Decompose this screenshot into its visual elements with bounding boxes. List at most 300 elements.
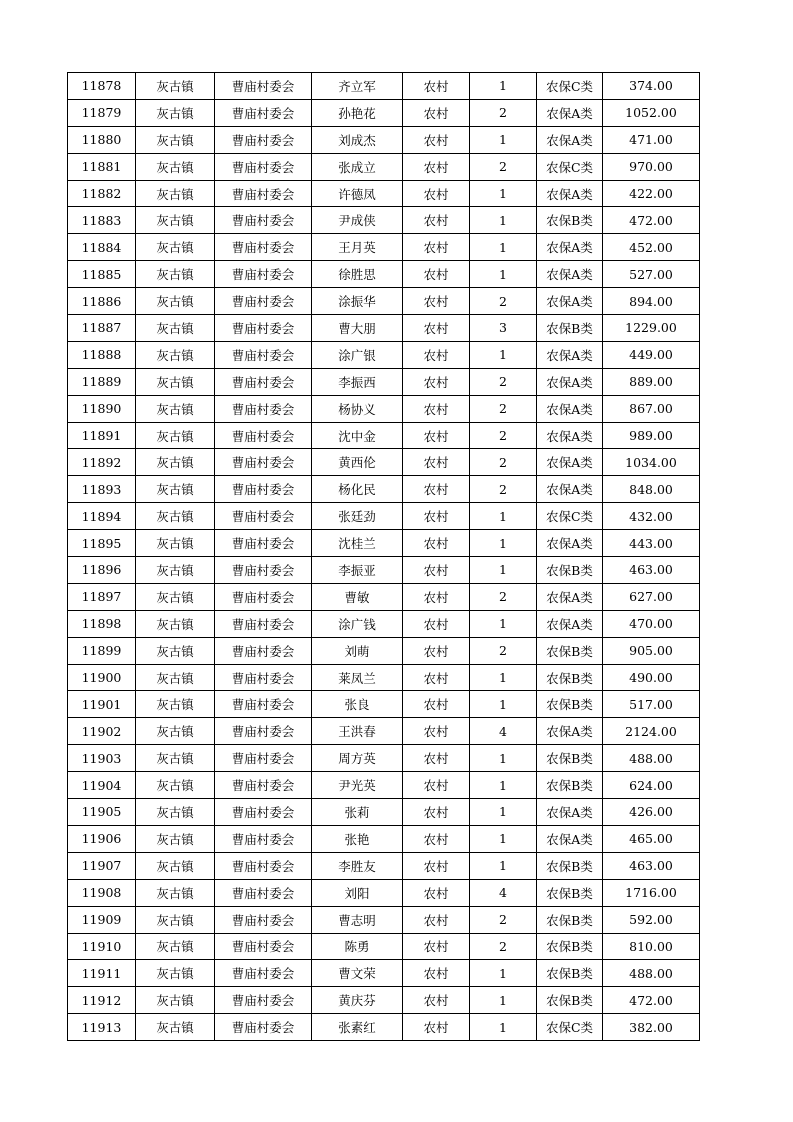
- record-id-cell: 11891: [68, 422, 136, 449]
- name-cell: 黄西伦: [312, 449, 403, 476]
- village-committee-cell: 曹庙村委会: [215, 1014, 312, 1041]
- table-row: [68, 583, 700, 610]
- records-table: [67, 72, 700, 1041]
- table-row: [68, 906, 700, 933]
- record-id-cell: 11895: [68, 530, 136, 557]
- insurance-category-cell: 农保B类: [537, 637, 603, 664]
- town-cell: 灰古镇: [136, 288, 215, 315]
- table-row: [68, 315, 700, 342]
- table-row: [68, 476, 700, 503]
- household-count-cell: 2: [470, 368, 537, 395]
- town-cell: 灰古镇: [136, 395, 215, 422]
- insurance-category-cell: 农保A类: [537, 99, 603, 126]
- household-count-cell: 2: [470, 449, 537, 476]
- area-type-cell: 农村: [403, 395, 470, 422]
- record-id-cell: 11885: [68, 261, 136, 288]
- amount-cell: 2124.00: [603, 718, 700, 745]
- insurance-category-cell: 农保A类: [537, 395, 603, 422]
- name-cell: 杨化民: [312, 476, 403, 503]
- table-row: [68, 261, 700, 288]
- town-cell: 灰古镇: [136, 745, 215, 772]
- town-cell: 灰古镇: [136, 583, 215, 610]
- area-type-cell: 农村: [403, 772, 470, 799]
- table-row: [68, 933, 700, 960]
- insurance-category-cell: 农保C类: [537, 503, 603, 530]
- area-type-cell: 农村: [403, 180, 470, 207]
- village-committee-cell: 曹庙村委会: [215, 180, 312, 207]
- table-row: [68, 449, 700, 476]
- amount-cell: 471.00: [603, 126, 700, 153]
- town-cell: 灰古镇: [136, 73, 215, 100]
- amount-cell: 490.00: [603, 664, 700, 691]
- name-cell: 李振亚: [312, 557, 403, 584]
- area-type-cell: 农村: [403, 1014, 470, 1041]
- village-committee-cell: 曹庙村委会: [215, 987, 312, 1014]
- name-cell: 尹光英: [312, 772, 403, 799]
- village-committee-cell: 曹庙村委会: [215, 530, 312, 557]
- area-type-cell: 农村: [403, 315, 470, 342]
- village-committee-cell: 曹庙村委会: [215, 422, 312, 449]
- town-cell: 灰古镇: [136, 610, 215, 637]
- town-cell: 灰古镇: [136, 825, 215, 852]
- village-committee-cell: 曹庙村委会: [215, 368, 312, 395]
- household-count-cell: 2: [470, 288, 537, 315]
- insurance-category-cell: 农保B类: [537, 906, 603, 933]
- name-cell: 沈中金: [312, 422, 403, 449]
- record-id-cell: 11879: [68, 99, 136, 126]
- town-cell: 灰古镇: [136, 449, 215, 476]
- insurance-category-cell: 农保B类: [537, 879, 603, 906]
- household-count-cell: 1: [470, 180, 537, 207]
- insurance-category-cell: 农保A类: [537, 530, 603, 557]
- name-cell: 刘萌: [312, 637, 403, 664]
- town-cell: 灰古镇: [136, 772, 215, 799]
- village-committee-cell: 曹庙村委会: [215, 879, 312, 906]
- table-row: [68, 153, 700, 180]
- village-committee-cell: 曹庙村委会: [215, 960, 312, 987]
- insurance-category-cell: 农保B类: [537, 933, 603, 960]
- name-cell: 张成立: [312, 153, 403, 180]
- amount-cell: 488.00: [603, 745, 700, 772]
- record-id-cell: 11882: [68, 180, 136, 207]
- town-cell: 灰古镇: [136, 207, 215, 234]
- area-type-cell: 农村: [403, 530, 470, 557]
- name-cell: 刘阳: [312, 879, 403, 906]
- insurance-category-cell: 农保B类: [537, 315, 603, 342]
- record-id-cell: 11905: [68, 799, 136, 826]
- insurance-category-cell: 农保B类: [537, 987, 603, 1014]
- insurance-category-cell: 农保A类: [537, 234, 603, 261]
- insurance-category-cell: 农保A类: [537, 476, 603, 503]
- record-id-cell: 11906: [68, 825, 136, 852]
- area-type-cell: 农村: [403, 476, 470, 503]
- table-row: [68, 503, 700, 530]
- record-id-cell: 11896: [68, 557, 136, 584]
- table-row: [68, 341, 700, 368]
- name-cell: 涂广钱: [312, 610, 403, 637]
- table-row: [68, 73, 700, 100]
- area-type-cell: 农村: [403, 341, 470, 368]
- record-id-cell: 11899: [68, 637, 136, 664]
- insurance-category-cell: 农保B类: [537, 557, 603, 584]
- records-body: [68, 73, 700, 1041]
- amount-cell: 624.00: [603, 772, 700, 799]
- town-cell: 灰古镇: [136, 261, 215, 288]
- amount-cell: 432.00: [603, 503, 700, 530]
- table-row: [68, 718, 700, 745]
- insurance-category-cell: 农保B类: [537, 772, 603, 799]
- area-type-cell: 农村: [403, 503, 470, 530]
- town-cell: 灰古镇: [136, 799, 215, 826]
- table-row: [68, 825, 700, 852]
- insurance-category-cell: 农保A类: [537, 583, 603, 610]
- name-cell: 黄庆芬: [312, 987, 403, 1014]
- town-cell: 灰古镇: [136, 1014, 215, 1041]
- household-count-cell: 2: [470, 906, 537, 933]
- household-count-cell: 2: [470, 99, 537, 126]
- insurance-category-cell: 农保A类: [537, 126, 603, 153]
- village-committee-cell: 曹庙村委会: [215, 503, 312, 530]
- table-row: [68, 745, 700, 772]
- area-type-cell: 农村: [403, 691, 470, 718]
- household-count-cell: 2: [470, 153, 537, 180]
- amount-cell: 374.00: [603, 73, 700, 100]
- area-type-cell: 农村: [403, 207, 470, 234]
- amount-cell: 627.00: [603, 583, 700, 610]
- amount-cell: 426.00: [603, 799, 700, 826]
- town-cell: 灰古镇: [136, 906, 215, 933]
- table-row: [68, 879, 700, 906]
- amount-cell: 810.00: [603, 933, 700, 960]
- village-committee-cell: 曹庙村委会: [215, 799, 312, 826]
- village-committee-cell: 曹庙村委会: [215, 906, 312, 933]
- record-id-cell: 11881: [68, 153, 136, 180]
- name-cell: 涂振华: [312, 288, 403, 315]
- table-row: [68, 557, 700, 584]
- household-count-cell: 2: [470, 637, 537, 664]
- insurance-category-cell: 农保B类: [537, 745, 603, 772]
- household-count-cell: 1: [470, 557, 537, 584]
- record-id-cell: 11886: [68, 288, 136, 315]
- town-cell: 灰古镇: [136, 557, 215, 584]
- town-cell: 灰古镇: [136, 852, 215, 879]
- insurance-category-cell: 农保B类: [537, 664, 603, 691]
- amount-cell: 465.00: [603, 825, 700, 852]
- household-count-cell: 1: [470, 691, 537, 718]
- area-type-cell: 农村: [403, 745, 470, 772]
- area-type-cell: 农村: [403, 126, 470, 153]
- household-count-cell: 1: [470, 1014, 537, 1041]
- village-committee-cell: 曹庙村委会: [215, 583, 312, 610]
- table-row: [68, 852, 700, 879]
- record-id-cell: 11878: [68, 73, 136, 100]
- record-id-cell: 11907: [68, 852, 136, 879]
- village-committee-cell: 曹庙村委会: [215, 99, 312, 126]
- amount-cell: 867.00: [603, 395, 700, 422]
- record-id-cell: 11898: [68, 610, 136, 637]
- table-row: [68, 126, 700, 153]
- insurance-category-cell: 农保A类: [537, 449, 603, 476]
- area-type-cell: 农村: [403, 664, 470, 691]
- insurance-category-cell: 农保A类: [537, 368, 603, 395]
- household-count-cell: 1: [470, 341, 537, 368]
- village-committee-cell: 曹庙村委会: [215, 341, 312, 368]
- area-type-cell: 农村: [403, 906, 470, 933]
- household-count-cell: 1: [470, 799, 537, 826]
- name-cell: 曹敏: [312, 583, 403, 610]
- insurance-category-cell: 农保A类: [537, 718, 603, 745]
- household-count-cell: 1: [470, 772, 537, 799]
- village-committee-cell: 曹庙村委会: [215, 637, 312, 664]
- amount-cell: 1034.00: [603, 449, 700, 476]
- record-id-cell: 11894: [68, 503, 136, 530]
- insurance-category-cell: 农保A类: [537, 341, 603, 368]
- village-committee-cell: 曹庙村委会: [215, 234, 312, 261]
- town-cell: 灰古镇: [136, 476, 215, 503]
- household-count-cell: 1: [470, 503, 537, 530]
- household-count-cell: 1: [470, 234, 537, 261]
- household-count-cell: 2: [470, 476, 537, 503]
- name-cell: 刘成杰: [312, 126, 403, 153]
- insurance-category-cell: 农保C类: [537, 153, 603, 180]
- area-type-cell: 农村: [403, 583, 470, 610]
- table-row: [68, 234, 700, 261]
- village-committee-cell: 曹庙村委会: [215, 395, 312, 422]
- amount-cell: 889.00: [603, 368, 700, 395]
- town-cell: 灰古镇: [136, 126, 215, 153]
- name-cell: 齐立军: [312, 73, 403, 100]
- name-cell: 孙艳花: [312, 99, 403, 126]
- name-cell: 张莉: [312, 799, 403, 826]
- name-cell: 曹文荣: [312, 960, 403, 987]
- household-count-cell: 2: [470, 583, 537, 610]
- table-row: [68, 99, 700, 126]
- area-type-cell: 农村: [403, 557, 470, 584]
- table-row: [68, 530, 700, 557]
- household-count-cell: 1: [470, 126, 537, 153]
- amount-cell: 905.00: [603, 637, 700, 664]
- insurance-category-cell: 农保A类: [537, 261, 603, 288]
- amount-cell: 472.00: [603, 987, 700, 1014]
- record-id-cell: 11900: [68, 664, 136, 691]
- insurance-category-cell: 农保A类: [537, 180, 603, 207]
- name-cell: 李振西: [312, 368, 403, 395]
- record-id-cell: 11910: [68, 933, 136, 960]
- amount-cell: 970.00: [603, 153, 700, 180]
- amount-cell: 1716.00: [603, 879, 700, 906]
- village-committee-cell: 曹庙村委会: [215, 557, 312, 584]
- record-id-cell: 11897: [68, 583, 136, 610]
- record-id-cell: 11889: [68, 368, 136, 395]
- record-id-cell: 11912: [68, 987, 136, 1014]
- household-count-cell: 1: [470, 987, 537, 1014]
- name-cell: 王洪春: [312, 718, 403, 745]
- town-cell: 灰古镇: [136, 879, 215, 906]
- table-row: [68, 180, 700, 207]
- amount-cell: 527.00: [603, 261, 700, 288]
- household-count-cell: 1: [470, 664, 537, 691]
- area-type-cell: 农村: [403, 368, 470, 395]
- area-type-cell: 农村: [403, 261, 470, 288]
- record-id-cell: 11888: [68, 341, 136, 368]
- amount-cell: 463.00: [603, 557, 700, 584]
- name-cell: 张艳: [312, 825, 403, 852]
- record-id-cell: 11903: [68, 745, 136, 772]
- area-type-cell: 农村: [403, 825, 470, 852]
- area-type-cell: 农村: [403, 288, 470, 315]
- area-type-cell: 农村: [403, 610, 470, 637]
- amount-cell: 449.00: [603, 341, 700, 368]
- insurance-category-cell: 农保A类: [537, 422, 603, 449]
- town-cell: 灰古镇: [136, 637, 215, 664]
- household-count-cell: 1: [470, 960, 537, 987]
- area-type-cell: 农村: [403, 852, 470, 879]
- insurance-category-cell: 农保B类: [537, 207, 603, 234]
- town-cell: 灰古镇: [136, 691, 215, 718]
- amount-cell: 470.00: [603, 610, 700, 637]
- record-id-cell: 11883: [68, 207, 136, 234]
- household-count-cell: 1: [470, 261, 537, 288]
- town-cell: 灰古镇: [136, 987, 215, 1014]
- record-id-cell: 11909: [68, 906, 136, 933]
- area-type-cell: 农村: [403, 449, 470, 476]
- name-cell: 沈桂兰: [312, 530, 403, 557]
- amount-cell: 894.00: [603, 288, 700, 315]
- village-committee-cell: 曹庙村委会: [215, 126, 312, 153]
- village-committee-cell: 曹庙村委会: [215, 153, 312, 180]
- town-cell: 灰古镇: [136, 315, 215, 342]
- village-committee-cell: 曹庙村委会: [215, 315, 312, 342]
- name-cell: 王月英: [312, 234, 403, 261]
- household-count-cell: 3: [470, 315, 537, 342]
- village-committee-cell: 曹庙村委会: [215, 772, 312, 799]
- village-committee-cell: 曹庙村委会: [215, 852, 312, 879]
- table-row: [68, 664, 700, 691]
- insurance-category-cell: 农保A类: [537, 825, 603, 852]
- household-count-cell: 2: [470, 422, 537, 449]
- amount-cell: 848.00: [603, 476, 700, 503]
- name-cell: 陈勇: [312, 933, 403, 960]
- insurance-category-cell: 农保A类: [537, 799, 603, 826]
- name-cell: 尹成侠: [312, 207, 403, 234]
- village-committee-cell: 曹庙村委会: [215, 288, 312, 315]
- amount-cell: 1052.00: [603, 99, 700, 126]
- town-cell: 灰古镇: [136, 368, 215, 395]
- table-row: [68, 691, 700, 718]
- table-row: [68, 960, 700, 987]
- insurance-category-cell: 农保B类: [537, 960, 603, 987]
- town-cell: 灰古镇: [136, 422, 215, 449]
- table-row: [68, 422, 700, 449]
- household-count-cell: 1: [470, 207, 537, 234]
- table-row: [68, 637, 700, 664]
- name-cell: 莱凤兰: [312, 664, 403, 691]
- village-committee-cell: 曹庙村委会: [215, 691, 312, 718]
- table-row: [68, 368, 700, 395]
- area-type-cell: 农村: [403, 73, 470, 100]
- record-id-cell: 11887: [68, 315, 136, 342]
- insurance-category-cell: 农保B类: [537, 691, 603, 718]
- name-cell: 徐胜思: [312, 261, 403, 288]
- insurance-category-cell: 农保C类: [537, 73, 603, 100]
- record-id-cell: 11911: [68, 960, 136, 987]
- area-type-cell: 农村: [403, 987, 470, 1014]
- table-row: [68, 987, 700, 1014]
- area-type-cell: 农村: [403, 234, 470, 261]
- town-cell: 灰古镇: [136, 153, 215, 180]
- area-type-cell: 农村: [403, 933, 470, 960]
- household-count-cell: 2: [470, 395, 537, 422]
- town-cell: 灰古镇: [136, 99, 215, 126]
- village-committee-cell: 曹庙村委会: [215, 745, 312, 772]
- record-id-cell: 11892: [68, 449, 136, 476]
- village-committee-cell: 曹庙村委会: [215, 261, 312, 288]
- area-type-cell: 农村: [403, 637, 470, 664]
- town-cell: 灰古镇: [136, 718, 215, 745]
- name-cell: 周方英: [312, 745, 403, 772]
- amount-cell: 1229.00: [603, 315, 700, 342]
- amount-cell: 463.00: [603, 852, 700, 879]
- household-count-cell: 1: [470, 745, 537, 772]
- village-committee-cell: 曹庙村委会: [215, 73, 312, 100]
- amount-cell: 443.00: [603, 530, 700, 557]
- household-count-cell: 4: [470, 718, 537, 745]
- name-cell: 涂广银: [312, 341, 403, 368]
- insurance-category-cell: 农保A类: [537, 610, 603, 637]
- town-cell: 灰古镇: [136, 933, 215, 960]
- town-cell: 灰古镇: [136, 530, 215, 557]
- record-id-cell: 11913: [68, 1014, 136, 1041]
- town-cell: 灰古镇: [136, 503, 215, 530]
- village-committee-cell: 曹庙村委会: [215, 933, 312, 960]
- name-cell: 张素红: [312, 1014, 403, 1041]
- name-cell: 许德凤: [312, 180, 403, 207]
- village-committee-cell: 曹庙村委会: [215, 476, 312, 503]
- town-cell: 灰古镇: [136, 234, 215, 261]
- town-cell: 灰古镇: [136, 960, 215, 987]
- insurance-category-cell: 农保C类: [537, 1014, 603, 1041]
- record-id-cell: 11904: [68, 772, 136, 799]
- village-committee-cell: 曹庙村委会: [215, 664, 312, 691]
- name-cell: 曹大朋: [312, 315, 403, 342]
- amount-cell: 452.00: [603, 234, 700, 261]
- table-row: [68, 610, 700, 637]
- table-row: [68, 1014, 700, 1041]
- amount-cell: 382.00: [603, 1014, 700, 1041]
- area-type-cell: 农村: [403, 718, 470, 745]
- name-cell: 曹志明: [312, 906, 403, 933]
- village-committee-cell: 曹庙村委会: [215, 610, 312, 637]
- amount-cell: 592.00: [603, 906, 700, 933]
- record-id-cell: 11880: [68, 126, 136, 153]
- table-row: [68, 772, 700, 799]
- table-row: [68, 207, 700, 234]
- household-count-cell: 4: [470, 879, 537, 906]
- amount-cell: 488.00: [603, 960, 700, 987]
- name-cell: 张廷劲: [312, 503, 403, 530]
- name-cell: 张良: [312, 691, 403, 718]
- table-row: [68, 288, 700, 315]
- amount-cell: 989.00: [603, 422, 700, 449]
- area-type-cell: 农村: [403, 960, 470, 987]
- village-committee-cell: 曹庙村委会: [215, 718, 312, 745]
- area-type-cell: 农村: [403, 422, 470, 449]
- area-type-cell: 农村: [403, 799, 470, 826]
- area-type-cell: 农村: [403, 879, 470, 906]
- village-committee-cell: 曹庙村委会: [215, 207, 312, 234]
- insurance-category-cell: 农保A类: [537, 288, 603, 315]
- record-id-cell: 11908: [68, 879, 136, 906]
